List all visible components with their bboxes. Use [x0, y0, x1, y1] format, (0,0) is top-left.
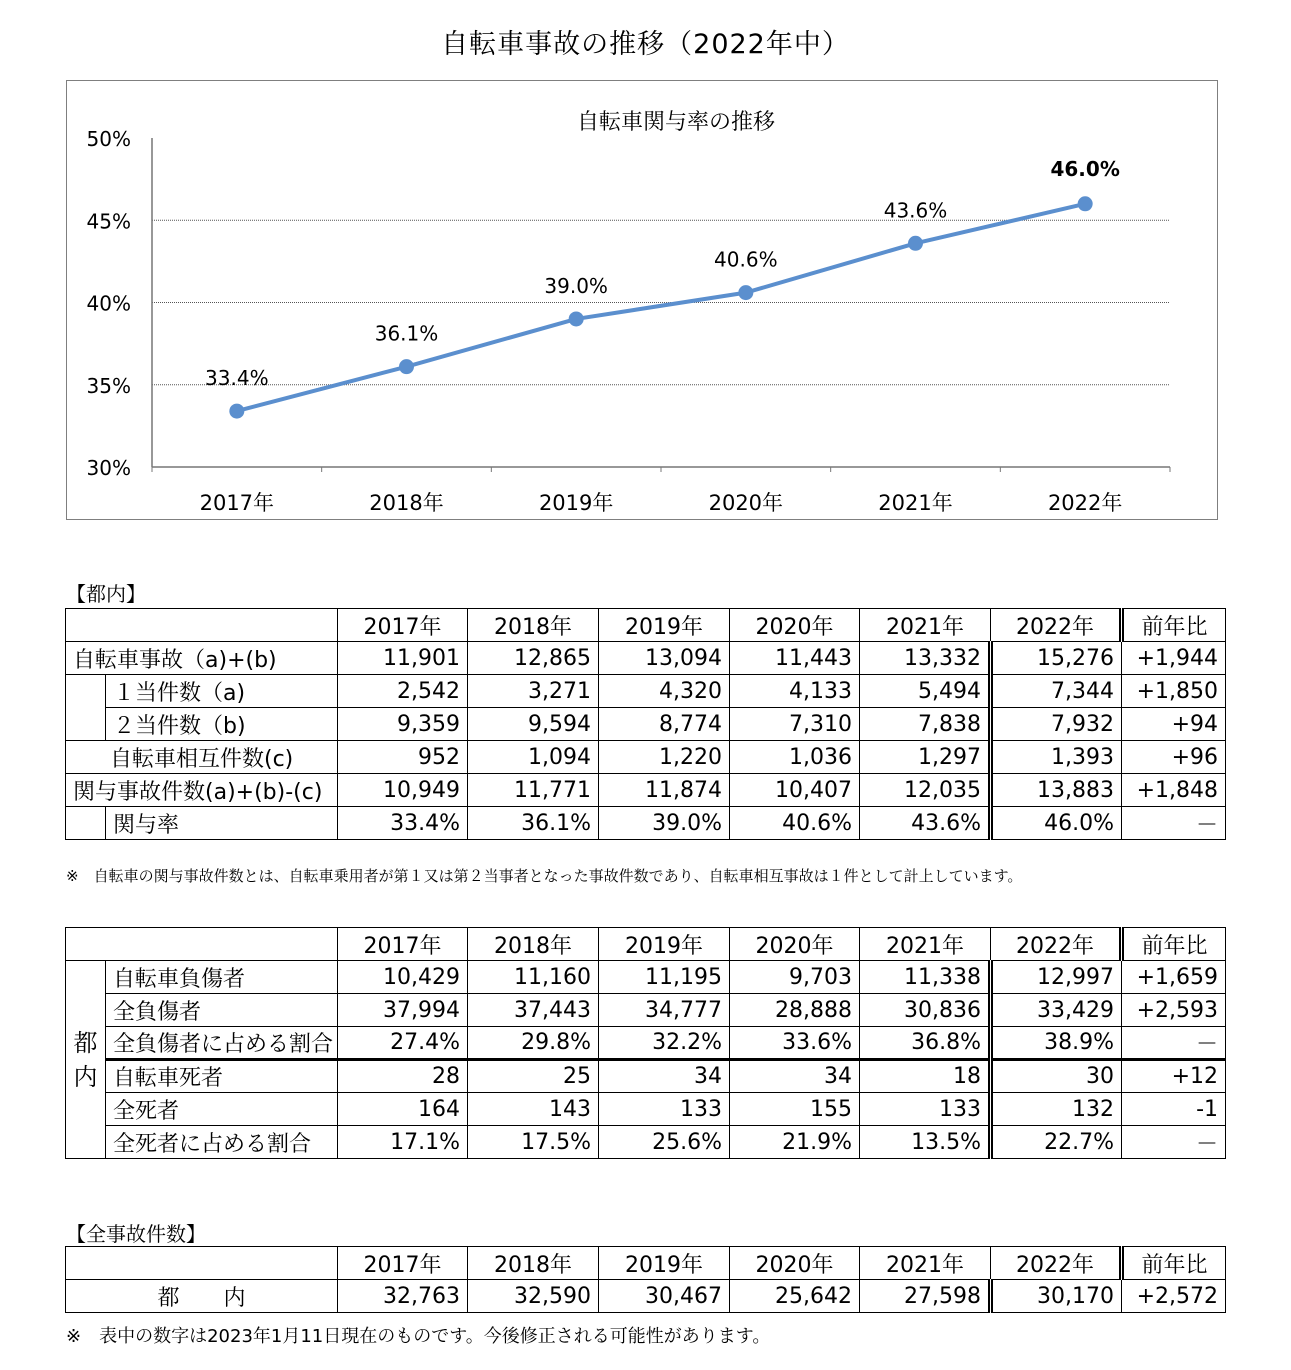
x-tick-label: 2019年	[538, 491, 614, 515]
value-cell: 30,467	[599, 1280, 730, 1313]
indent-cell	[66, 807, 106, 840]
value-cell: 133	[860, 1093, 991, 1126]
value-cell: 27.4%	[338, 1027, 468, 1060]
column-header: 2019年	[599, 1247, 730, 1280]
value-cell: 2,542	[338, 675, 468, 708]
data-label: 40.6%	[714, 247, 778, 272]
value-cell: 11,771	[468, 774, 599, 807]
value-cell: 1,036	[730, 741, 860, 774]
value-cell: 27,598	[860, 1280, 991, 1313]
table-row	[66, 1280, 1226, 1313]
value-cell: －	[1122, 1027, 1226, 1060]
value-cell: 952	[338, 741, 468, 774]
row-label: 自転車死者	[106, 1060, 338, 1093]
value-cell: 25,642	[730, 1280, 860, 1313]
value-cell: －	[1122, 807, 1226, 840]
column-header: 2019年	[599, 609, 730, 642]
value-cell: 9,359	[338, 708, 468, 741]
value-cell: 11,443	[730, 642, 860, 675]
value-cell: 43.6%	[860, 807, 991, 840]
data-point	[399, 359, 414, 374]
y-tick-label: 30%	[86, 456, 131, 480]
value-cell: 11,901	[338, 642, 468, 675]
column-header: 前年比	[1122, 1247, 1226, 1280]
value-cell: 33.4%	[338, 807, 468, 840]
column-header: 2022年	[991, 928, 1122, 961]
value-cell: －	[1122, 1126, 1226, 1159]
y-tick-label: 50%	[86, 127, 131, 151]
row-label: 全死者	[106, 1093, 338, 1126]
table-row	[66, 708, 1226, 741]
indent-cell	[66, 708, 106, 741]
value-cell: 9,703	[730, 961, 860, 994]
table-row	[66, 675, 1226, 708]
row-label: 都 内	[66, 1280, 338, 1313]
value-cell: 36.8%	[860, 1027, 991, 1060]
column-header: 2017年	[338, 609, 468, 642]
column-header: 前年比	[1122, 609, 1226, 642]
table-row	[66, 642, 1226, 675]
value-cell: 13.5%	[860, 1126, 991, 1159]
value-cell: 22.7%	[991, 1126, 1122, 1159]
row-label: 関与率	[106, 807, 338, 840]
column-header: 2022年	[991, 1247, 1122, 1280]
value-cell: 8,774	[599, 708, 730, 741]
value-cell: 33,429	[991, 994, 1122, 1027]
table1-label: 【都内】	[66, 582, 146, 606]
value-cell: 1,220	[599, 741, 730, 774]
header-blank-cell	[66, 1247, 338, 1280]
header-row	[66, 609, 1226, 642]
value-cell: 9,594	[468, 708, 599, 741]
value-cell: 155	[730, 1093, 860, 1126]
value-cell: 7,932	[991, 708, 1122, 741]
region-label-cell	[66, 961, 106, 1159]
data-label: 39.0%	[544, 273, 608, 298]
column-header: 2021年	[860, 609, 991, 642]
column-header: 2019年	[599, 928, 730, 961]
table-row	[66, 1093, 1226, 1126]
data-label: 46.0%	[1050, 156, 1120, 181]
x-tick-label: 2018年	[369, 491, 444, 515]
value-cell: +12	[1122, 1060, 1226, 1093]
value-cell: 5,494	[860, 675, 991, 708]
value-cell: 32,763	[338, 1280, 468, 1313]
column-header: 2020年	[730, 1247, 860, 1280]
value-cell: 3,271	[468, 675, 599, 708]
data-label: 33.4%	[205, 366, 269, 391]
value-cell: 17.1%	[338, 1126, 468, 1159]
row-label: 自転車負傷者	[106, 961, 338, 994]
column-header: 2020年	[730, 928, 860, 961]
value-cell: 1,393	[991, 741, 1122, 774]
value-cell: 164	[338, 1093, 468, 1126]
table-row	[66, 1060, 1226, 1093]
value-cell: 7,310	[730, 708, 860, 741]
value-cell: 17.5%	[468, 1126, 599, 1159]
value-cell: 36.1%	[468, 807, 599, 840]
column-header: 2017年	[338, 1247, 468, 1280]
row-label: 全負傷者に占める割合	[106, 1027, 338, 1060]
value-cell: 10,429	[338, 961, 468, 994]
line-chart	[67, 81, 1217, 519]
header-row	[66, 1247, 1226, 1280]
chart-title: 自転車関与率の推移	[576, 110, 776, 135]
value-cell: 13,332	[860, 642, 991, 675]
value-cell: +1,944	[1122, 642, 1226, 675]
value-cell: 11,338	[860, 961, 991, 994]
data-point	[569, 311, 584, 326]
column-header: 2018年	[468, 1247, 599, 1280]
value-cell: +1,659	[1122, 961, 1226, 994]
value-cell: 10,949	[338, 774, 468, 807]
value-cell: 4,320	[599, 675, 730, 708]
region-label: 都内	[73, 1028, 98, 1091]
table-row	[66, 994, 1226, 1027]
header-row	[66, 928, 1226, 961]
value-cell: 34	[730, 1060, 860, 1093]
value-cell: 38.9%	[991, 1027, 1122, 1060]
value-cell: 46.0%	[991, 807, 1122, 840]
header-blank-cell	[66, 928, 338, 961]
header-blank-cell	[66, 609, 338, 642]
value-cell: 30,836	[860, 994, 991, 1027]
value-cell: +2,593	[1122, 994, 1226, 1027]
value-cell: 143	[468, 1093, 599, 1126]
value-cell: 34	[599, 1060, 730, 1093]
row-label: 自転車事故（a)+(b)	[66, 642, 338, 675]
x-tick-label: 2017年	[199, 491, 275, 515]
column-header: 前年比	[1122, 928, 1226, 961]
value-cell: 25.6%	[599, 1126, 730, 1159]
value-cell: 11,874	[599, 774, 730, 807]
column-header: 2020年	[730, 609, 860, 642]
value-cell: 30,170	[991, 1280, 1122, 1313]
table3-label: 【全事故件数】	[66, 1222, 206, 1246]
value-cell: +2,572	[1122, 1280, 1226, 1313]
value-cell: 10,407	[730, 774, 860, 807]
value-cell: +96	[1122, 741, 1226, 774]
page-title: 自転車事故の推移（2022年中）	[441, 29, 850, 60]
value-cell: 21.9%	[730, 1126, 860, 1159]
row-label: 自転車相互件数(c)	[66, 741, 338, 774]
column-header: 2022年	[991, 609, 1122, 642]
value-cell: 11,160	[468, 961, 599, 994]
value-cell: 1,094	[468, 741, 599, 774]
table-row	[66, 1027, 1226, 1060]
value-cell: 32.2%	[599, 1027, 730, 1060]
y-tick-label: 40%	[86, 291, 131, 316]
indent-cell	[66, 675, 106, 708]
column-header: 2018年	[468, 928, 599, 961]
table-row	[66, 774, 1226, 807]
y-tick-label: 35%	[86, 373, 131, 398]
data-label: 36.1%	[374, 321, 439, 346]
row-label: １当件数（a)	[106, 675, 338, 708]
table-casualties	[65, 927, 1226, 1159]
value-cell: 12,865	[468, 642, 599, 675]
value-cell: +1,850	[1122, 675, 1226, 708]
value-cell: 28	[338, 1060, 468, 1093]
series-line	[237, 204, 1085, 411]
value-cell: 7,344	[991, 675, 1122, 708]
value-cell: 133	[599, 1093, 730, 1126]
x-tick-label: 2020年	[708, 491, 784, 515]
table-row	[66, 807, 1226, 840]
value-cell: 4,133	[730, 675, 860, 708]
row-label: 全負傷者	[106, 994, 338, 1027]
value-cell: 13,094	[599, 642, 730, 675]
data-point	[908, 236, 923, 251]
y-tick-label: 45%	[86, 209, 131, 234]
data-point	[229, 404, 244, 419]
value-cell: 29.8%	[468, 1027, 599, 1060]
data-point	[1078, 196, 1093, 211]
value-cell: -1	[1122, 1093, 1226, 1126]
column-header: 2018年	[468, 609, 599, 642]
chart-panel	[66, 80, 1218, 520]
table-tonai	[65, 608, 1226, 840]
value-cell: 34,777	[599, 994, 730, 1027]
data-label: 43.6%	[883, 198, 948, 223]
table-row	[66, 1126, 1226, 1159]
table1-note: ※ 自転車の関与事故件数とは、自転車乗用者が第１又は第２当事者となった事故件数であり、自転車相互事故は１件として計上しています。	[66, 867, 1023, 885]
value-cell: 1,297	[860, 741, 991, 774]
table-row	[66, 961, 1226, 994]
row-label: ２当件数（b)	[106, 708, 338, 741]
value-cell: 7,838	[860, 708, 991, 741]
row-label: 全死者に占める割合	[106, 1126, 338, 1159]
value-cell: +94	[1122, 708, 1226, 741]
value-cell: 15,276	[991, 642, 1122, 675]
value-cell: 13,883	[991, 774, 1122, 807]
table-row	[66, 741, 1226, 774]
value-cell: 37,443	[468, 994, 599, 1027]
value-cell: 12,997	[991, 961, 1122, 994]
value-cell: 30	[991, 1060, 1122, 1093]
value-cell: 11,195	[599, 961, 730, 994]
table3-note: ※ 表中の数字は2023年1月11日現在のものです。今後修正される可能性があります。	[66, 1326, 771, 1347]
column-header: 2021年	[860, 928, 991, 961]
table-all-accidents	[65, 1246, 1226, 1313]
value-cell: 39.0%	[599, 807, 730, 840]
value-cell: +1,848	[1122, 774, 1226, 807]
x-tick-label: 2021年	[878, 491, 953, 515]
value-cell: 40.6%	[730, 807, 860, 840]
row-label: 関与事故件数(a)+(b)-(c)	[66, 774, 338, 807]
value-cell: 18	[860, 1060, 991, 1093]
value-cell: 37,994	[338, 994, 468, 1027]
data-point	[738, 285, 753, 300]
value-cell: 28,888	[730, 994, 860, 1027]
value-cell: 12,035	[860, 774, 991, 807]
value-cell: 25	[468, 1060, 599, 1093]
column-header: 2017年	[338, 928, 468, 961]
column-header: 2021年	[860, 1247, 991, 1280]
value-cell: 33.6%	[730, 1027, 860, 1060]
value-cell: 32,590	[468, 1280, 599, 1313]
x-tick-label: 2022年	[1047, 491, 1123, 515]
value-cell: 132	[991, 1093, 1122, 1126]
